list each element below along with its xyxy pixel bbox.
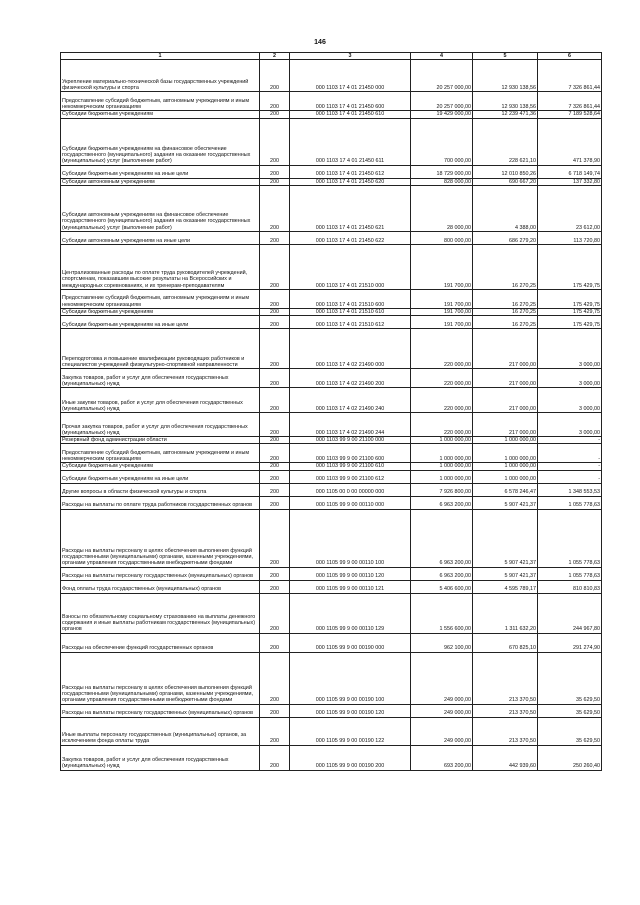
row-executed-amount: 690 667,20 bbox=[473, 178, 538, 185]
row-name: Другие вопросы в области физической культуры и спорта bbox=[61, 483, 260, 496]
row-executed-amount: 12 010 850,26 bbox=[473, 165, 538, 178]
row-unexecuted-amount: 35 629,50 bbox=[538, 717, 602, 745]
table-row bbox=[61, 593, 602, 633]
row-budget-code: 000 1105 99 9 00 00190 200 bbox=[290, 745, 411, 770]
row-executed-amount: 1 000 000,00 bbox=[473, 444, 538, 463]
row-approved-amount: 19 429 000,00 bbox=[411, 111, 473, 118]
table-row bbox=[61, 329, 602, 369]
row-approved-amount: 191 700,00 bbox=[411, 244, 473, 289]
row-unexecuted-amount: 810 810,83 bbox=[538, 580, 602, 593]
row-budget-code: 000 1103 17 4 02 21490 240 bbox=[290, 388, 411, 413]
row-name: Расходы на выплаты персоналу государственных (муниципальных) органов bbox=[61, 567, 260, 580]
row-unexecuted-amount: 6 718 149,74 bbox=[538, 165, 602, 178]
row-approved-amount: 6 963 200,00 bbox=[411, 509, 473, 567]
row-budget-code: 000 1103 17 4 01 21450 620 bbox=[290, 178, 411, 185]
row-line-code: 200 bbox=[260, 92, 290, 111]
table-row bbox=[61, 717, 602, 745]
header-col-4: 4 bbox=[411, 53, 473, 60]
row-line-code: 200 bbox=[260, 470, 290, 483]
row-unexecuted-amount: 3 000,00 bbox=[538, 329, 602, 369]
table-row bbox=[61, 289, 602, 308]
row-approved-amount: 1 000 000,00 bbox=[411, 437, 473, 444]
row-executed-amount: 16 270,25 bbox=[473, 308, 538, 315]
row-budget-code: 000 1103 17 4 01 21450 611 bbox=[290, 118, 411, 165]
row-line-code: 200 bbox=[260, 165, 290, 178]
row-executed-amount: 213 370,50 bbox=[473, 652, 538, 704]
table-row bbox=[61, 388, 602, 413]
row-budget-code: 000 1103 17 4 01 21450 610 bbox=[290, 111, 411, 118]
header-col-1: 1 bbox=[61, 53, 260, 60]
row-executed-amount: 217 000,00 bbox=[473, 388, 538, 413]
row-line-code: 200 bbox=[260, 633, 290, 652]
table-row bbox=[61, 178, 602, 185]
row-name: Фонд оплаты труда государственных (муниципальных) органов bbox=[61, 580, 260, 593]
table-row bbox=[61, 185, 602, 231]
row-name: Субсидии автономным учреждениям bbox=[61, 178, 260, 185]
row-executed-amount: 12 930 138,56 bbox=[473, 92, 538, 111]
row-approved-amount: 800 000,00 bbox=[411, 231, 473, 244]
row-budget-code: 000 1105 99 9 00 00110 120 bbox=[290, 567, 411, 580]
table-row bbox=[61, 444, 602, 463]
row-unexecuted-amount: 35 629,50 bbox=[538, 704, 602, 717]
row-unexecuted-amount: - bbox=[538, 444, 602, 463]
row-executed-amount: 228 621,10 bbox=[473, 118, 538, 165]
row-name: Расходы на выплаты персоналу в целях обеспечения выполнения функций государственными (муниципальными) органами, казенными учреждениями, органами управления государственными внебюджетными фондами bbox=[61, 652, 260, 704]
row-budget-code: 000 1105 99 9 00 00190 120 bbox=[290, 704, 411, 717]
row-unexecuted-amount: 175 429,75 bbox=[538, 244, 602, 289]
table-row bbox=[61, 745, 602, 770]
row-line-code: 200 bbox=[260, 185, 290, 231]
row-budget-code: 000 1103 99 9 00 21100 610 bbox=[290, 463, 411, 470]
row-executed-amount: 5 907 421,37 bbox=[473, 509, 538, 567]
row-line-code: 200 bbox=[260, 118, 290, 165]
row-executed-amount: 1 000 000,00 bbox=[473, 463, 538, 470]
row-executed-amount: 16 270,25 bbox=[473, 316, 538, 329]
row-name: Резервный фонд администрации области bbox=[61, 437, 260, 444]
row-unexecuted-amount: 3 000,00 bbox=[538, 388, 602, 413]
row-approved-amount: 693 200,00 bbox=[411, 745, 473, 770]
row-budget-code: 000 1103 17 4 02 21490 000 bbox=[290, 329, 411, 369]
row-budget-code: 000 1105 99 9 00 00190 000 bbox=[290, 633, 411, 652]
row-name: Иные закупки товаров, работ и услуг для обеспечения государственных (муниципальных) нужд bbox=[61, 388, 260, 413]
row-executed-amount: 217 000,00 bbox=[473, 413, 538, 437]
row-unexecuted-amount: 137 332,80 bbox=[538, 178, 602, 185]
row-name: Иные выплаты персоналу государственных (муниципальных) органов, за исключением фонда оплаты труда bbox=[61, 717, 260, 745]
row-budget-code: 000 1103 17 4 01 21450 622 bbox=[290, 231, 411, 244]
row-line-code: 200 bbox=[260, 483, 290, 496]
row-line-code: 200 bbox=[260, 593, 290, 633]
table-row bbox=[61, 111, 602, 118]
row-unexecuted-amount: 1 055 778,63 bbox=[538, 496, 602, 509]
table-row bbox=[61, 308, 602, 315]
budget-execution-table bbox=[60, 52, 602, 771]
header-col-5: 5 bbox=[473, 53, 538, 60]
table-row bbox=[61, 316, 602, 329]
table-row bbox=[61, 483, 602, 496]
table-row bbox=[61, 463, 602, 470]
row-approved-amount: 828 000,00 bbox=[411, 178, 473, 185]
table-row bbox=[61, 567, 602, 580]
row-executed-amount: 12 239 471,36 bbox=[473, 111, 538, 118]
row-unexecuted-amount: 7 189 528,64 bbox=[538, 111, 602, 118]
row-executed-amount: 5 907 421,37 bbox=[473, 567, 538, 580]
table-row bbox=[61, 580, 602, 593]
row-unexecuted-amount: 250 260,40 bbox=[538, 745, 602, 770]
row-line-code: 200 bbox=[260, 178, 290, 185]
row-name: Предоставление субсидий бюджетным, автономным учреждениям и иным некоммерческим организациям bbox=[61, 92, 260, 111]
row-line-code: 200 bbox=[260, 496, 290, 509]
row-approved-amount: 20 257 000,00 bbox=[411, 92, 473, 111]
row-approved-amount: 220 000,00 bbox=[411, 413, 473, 437]
row-name: Расходы на выплаты персоналу в целях обеспечения выполнения функций государственными (муниципальными) органами, казенными учреждениями, органами управления государственными внебюджетными фондами bbox=[61, 509, 260, 567]
row-budget-code: 000 1103 17 4 01 21450 000 bbox=[290, 60, 411, 92]
row-executed-amount: 217 000,00 bbox=[473, 329, 538, 369]
row-unexecuted-amount: 291 274,90 bbox=[538, 633, 602, 652]
row-approved-amount: 220 000,00 bbox=[411, 388, 473, 413]
table-row bbox=[61, 509, 602, 567]
row-unexecuted-amount: 7 326 861,44 bbox=[538, 92, 602, 111]
row-budget-code: 000 1105 99 9 00 00190 122 bbox=[290, 717, 411, 745]
row-line-code: 200 bbox=[260, 567, 290, 580]
table-row bbox=[61, 496, 602, 509]
row-approved-amount: 700 000,00 bbox=[411, 118, 473, 165]
row-approved-amount: 1 000 000,00 bbox=[411, 444, 473, 463]
table-row bbox=[61, 165, 602, 178]
row-line-code: 200 bbox=[260, 289, 290, 308]
row-budget-code: 000 1103 17 4 01 21450 612 bbox=[290, 165, 411, 178]
row-budget-code: 000 1105 99 9 00 00110 000 bbox=[290, 496, 411, 509]
row-line-code: 200 bbox=[260, 652, 290, 704]
row-name: Расходы на выплаты персоналу государственных (муниципальных) органов bbox=[61, 704, 260, 717]
row-approved-amount: 20 257 000,00 bbox=[411, 60, 473, 92]
row-executed-amount: 4 595 789,17 bbox=[473, 580, 538, 593]
header-col-2: 2 bbox=[260, 53, 290, 60]
row-unexecuted-amount: 113 720,80 bbox=[538, 231, 602, 244]
row-line-code: 200 bbox=[260, 244, 290, 289]
row-name: Субсидии бюджетным учреждениям на иные цели bbox=[61, 165, 260, 178]
row-executed-amount: 686 279,20 bbox=[473, 231, 538, 244]
row-line-code: 200 bbox=[260, 329, 290, 369]
row-unexecuted-amount: - bbox=[538, 437, 602, 444]
row-unexecuted-amount: 175 429,75 bbox=[538, 316, 602, 329]
table-row bbox=[61, 470, 602, 483]
row-unexecuted-amount: 175 429,75 bbox=[538, 289, 602, 308]
row-line-code: 200 bbox=[260, 463, 290, 470]
table-row bbox=[61, 92, 602, 111]
row-line-code: 200 bbox=[260, 704, 290, 717]
row-unexecuted-amount: 244 967,80 bbox=[538, 593, 602, 633]
row-name: Субсидии автономным учреждениям на иные цели bbox=[61, 231, 260, 244]
row-executed-amount: 6 578 246,47 bbox=[473, 483, 538, 496]
row-name: Взносы по обязательному социальному страхованию на выплаты денежного содержания и иные выплаты работникам государственных (муниципальных) органов bbox=[61, 593, 260, 633]
table-row bbox=[61, 704, 602, 717]
row-executed-amount: 442 939,60 bbox=[473, 745, 538, 770]
row-line-code: 200 bbox=[260, 580, 290, 593]
row-approved-amount: 28 000,00 bbox=[411, 185, 473, 231]
row-unexecuted-amount: - bbox=[538, 463, 602, 470]
row-approved-amount: 1 000 000,00 bbox=[411, 470, 473, 483]
row-line-code: 200 bbox=[260, 437, 290, 444]
row-line-code: 200 bbox=[260, 745, 290, 770]
row-executed-amount: 16 270,25 bbox=[473, 244, 538, 289]
row-approved-amount: 6 963 200,00 bbox=[411, 496, 473, 509]
row-budget-code: 000 1103 17 4 02 21490 200 bbox=[290, 369, 411, 388]
row-name: Предоставление субсидий бюджетным, автономным учреждениям и иным некоммерческим организациям bbox=[61, 444, 260, 463]
row-approved-amount: 1 000 000,00 bbox=[411, 463, 473, 470]
row-approved-amount: 5 406 600,00 bbox=[411, 580, 473, 593]
row-line-code: 200 bbox=[260, 369, 290, 388]
row-name: Закупка товаров, работ и услуг для обеспечения государственных (муниципальных) нужд bbox=[61, 745, 260, 770]
row-line-code: 200 bbox=[260, 444, 290, 463]
row-line-code: 200 bbox=[260, 111, 290, 118]
row-budget-code: 000 1105 99 9 00 00190 100 bbox=[290, 652, 411, 704]
row-approved-amount: 220 000,00 bbox=[411, 369, 473, 388]
row-approved-amount: 220 000,00 bbox=[411, 329, 473, 369]
row-name: Закупка товаров, работ и услуг для обеспечения государственных (муниципальных) нужд bbox=[61, 369, 260, 388]
row-approved-amount: 249 000,00 bbox=[411, 652, 473, 704]
row-name: Субсидии бюджетным учреждениям на иные цели bbox=[61, 316, 260, 329]
table-row bbox=[61, 413, 602, 437]
table-row bbox=[61, 652, 602, 704]
row-unexecuted-amount: 471 378,90 bbox=[538, 118, 602, 165]
row-executed-amount: 5 907 421,37 bbox=[473, 496, 538, 509]
row-executed-amount: 12 930 138,56 bbox=[473, 60, 538, 92]
row-executed-amount: 1 311 632,20 bbox=[473, 593, 538, 633]
header-col-6: 6 bbox=[538, 53, 602, 60]
row-unexecuted-amount: 23 612,00 bbox=[538, 185, 602, 231]
table-body bbox=[61, 60, 602, 770]
row-unexecuted-amount: 35 629,50 bbox=[538, 652, 602, 704]
row-name: Субсидии бюджетным учреждениям bbox=[61, 111, 260, 118]
row-approved-amount: 6 963 200,00 bbox=[411, 567, 473, 580]
row-executed-amount: 213 370,50 bbox=[473, 717, 538, 745]
row-approved-amount: 191 700,00 bbox=[411, 316, 473, 329]
row-line-code: 200 bbox=[260, 717, 290, 745]
row-budget-code: 000 1103 17 4 01 21510 612 bbox=[290, 316, 411, 329]
row-name: Субсидии бюджетным учреждениям на финансовое обеспечение государственного (муниципального) задания на оказание государственных (муниципальных) услуг (выполнение работ) bbox=[61, 118, 260, 165]
row-unexecuted-amount: 3 000,00 bbox=[538, 413, 602, 437]
row-approved-amount: 249 000,00 bbox=[411, 704, 473, 717]
row-line-code: 200 bbox=[260, 509, 290, 567]
row-unexecuted-amount: 175 429,75 bbox=[538, 308, 602, 315]
row-unexecuted-amount: 1 055 778,63 bbox=[538, 509, 602, 567]
row-budget-code: 000 1103 99 9 00 21100 600 bbox=[290, 444, 411, 463]
row-approved-amount: 191 700,00 bbox=[411, 308, 473, 315]
row-name: Централизованные расходы по оплате труда руководителей учреждений, спортсменам, показавшим высокие результаты на Всероссийских и международных соревнованиях, и их тренерам-преподавателям bbox=[61, 244, 260, 289]
row-budget-code: 000 1103 17 4 02 21490 244 bbox=[290, 413, 411, 437]
row-approved-amount: 191 700,00 bbox=[411, 289, 473, 308]
row-budget-code: 000 1103 17 4 01 21450 621 bbox=[290, 185, 411, 231]
row-approved-amount: 18 729 000,00 bbox=[411, 165, 473, 178]
row-name: Прочая закупка товаров, работ и услуг для обеспечения государственных (муниципальных) нужд bbox=[61, 413, 260, 437]
row-unexecuted-amount: 7 326 861,44 bbox=[538, 60, 602, 92]
row-executed-amount: 217 000,00 bbox=[473, 369, 538, 388]
row-budget-code: 000 1105 99 9 00 00110 100 bbox=[290, 509, 411, 567]
row-budget-code: 000 1103 17 4 01 21510 610 bbox=[290, 308, 411, 315]
row-budget-code: 000 1103 17 4 01 21510 000 bbox=[290, 244, 411, 289]
row-budget-code: 000 1105 99 9 00 00110 129 bbox=[290, 593, 411, 633]
table-row bbox=[61, 244, 602, 289]
row-executed-amount: 670 825,10 bbox=[473, 633, 538, 652]
table-row bbox=[61, 437, 602, 444]
row-unexecuted-amount: - bbox=[538, 470, 602, 483]
table-row bbox=[61, 633, 602, 652]
row-line-code: 200 bbox=[260, 231, 290, 244]
row-name: Субсидии бюджетным учреждениям на иные цели bbox=[61, 470, 260, 483]
row-unexecuted-amount: 1 055 778,63 bbox=[538, 567, 602, 580]
row-budget-code: 000 1103 17 4 01 21450 600 bbox=[290, 92, 411, 111]
row-name: Предоставление субсидий бюджетным, автономным учреждениям и иным некоммерческим организациям bbox=[61, 289, 260, 308]
row-executed-amount: 1 000 000,00 bbox=[473, 437, 538, 444]
row-executed-amount: 1 000 000,00 bbox=[473, 470, 538, 483]
row-budget-code: 000 1103 99 9 00 21100 612 bbox=[290, 470, 411, 483]
table-header-row bbox=[61, 53, 602, 60]
header-col-3: 3 bbox=[290, 53, 411, 60]
table-row bbox=[61, 118, 602, 165]
row-name: Субсидии бюджетным учреждениям bbox=[61, 463, 260, 470]
row-name: Укрепление материально-технической базы государственных учреждений физической культуры и спорта bbox=[61, 60, 260, 92]
row-budget-code: 000 1105 00 0 00 00000 000 bbox=[290, 483, 411, 496]
row-executed-amount: 16 270,25 bbox=[473, 289, 538, 308]
row-budget-code: 000 1105 99 9 00 00110 121 bbox=[290, 580, 411, 593]
row-name: Расходы на выплаты по оплате труда работников государственных органов bbox=[61, 496, 260, 509]
row-approved-amount: 7 926 800,00 bbox=[411, 483, 473, 496]
row-approved-amount: 249 000,00 bbox=[411, 717, 473, 745]
row-name: Субсидии бюджетным учреждениям bbox=[61, 308, 260, 315]
row-budget-code: 000 1103 17 4 01 21510 600 bbox=[290, 289, 411, 308]
row-line-code: 200 bbox=[260, 413, 290, 437]
row-line-code: 200 bbox=[260, 388, 290, 413]
row-line-code: 200 bbox=[260, 316, 290, 329]
row-unexecuted-amount: 1 348 553,53 bbox=[538, 483, 602, 496]
page-number: 146 bbox=[314, 39, 326, 46]
row-budget-code: 000 1103 99 9 00 21100 000 bbox=[290, 437, 411, 444]
row-name: Переподготовка и повышение квалификации руководящих работников и специалистов учреждений физкультурно-спортивной направленности bbox=[61, 329, 260, 369]
row-line-code: 200 bbox=[260, 60, 290, 92]
row-executed-amount: 4 388,00 bbox=[473, 185, 538, 231]
row-approved-amount: 1 556 600,00 bbox=[411, 593, 473, 633]
table-row bbox=[61, 231, 602, 244]
row-approved-amount: 962 100,00 bbox=[411, 633, 473, 652]
row-line-code: 200 bbox=[260, 308, 290, 315]
row-unexecuted-amount: 3 000,00 bbox=[538, 369, 602, 388]
row-name: Субсидии автономным учреждениям на финансовое обеспечение государственного (муниципального) задания на оказание государственных (муниципальных) услуг (выполнение работ) bbox=[61, 185, 260, 231]
table-row bbox=[61, 60, 602, 92]
row-name: Расходы на обеспечение функций государственных органов bbox=[61, 633, 260, 652]
table-row bbox=[61, 369, 602, 388]
row-executed-amount: 213 370,50 bbox=[473, 704, 538, 717]
